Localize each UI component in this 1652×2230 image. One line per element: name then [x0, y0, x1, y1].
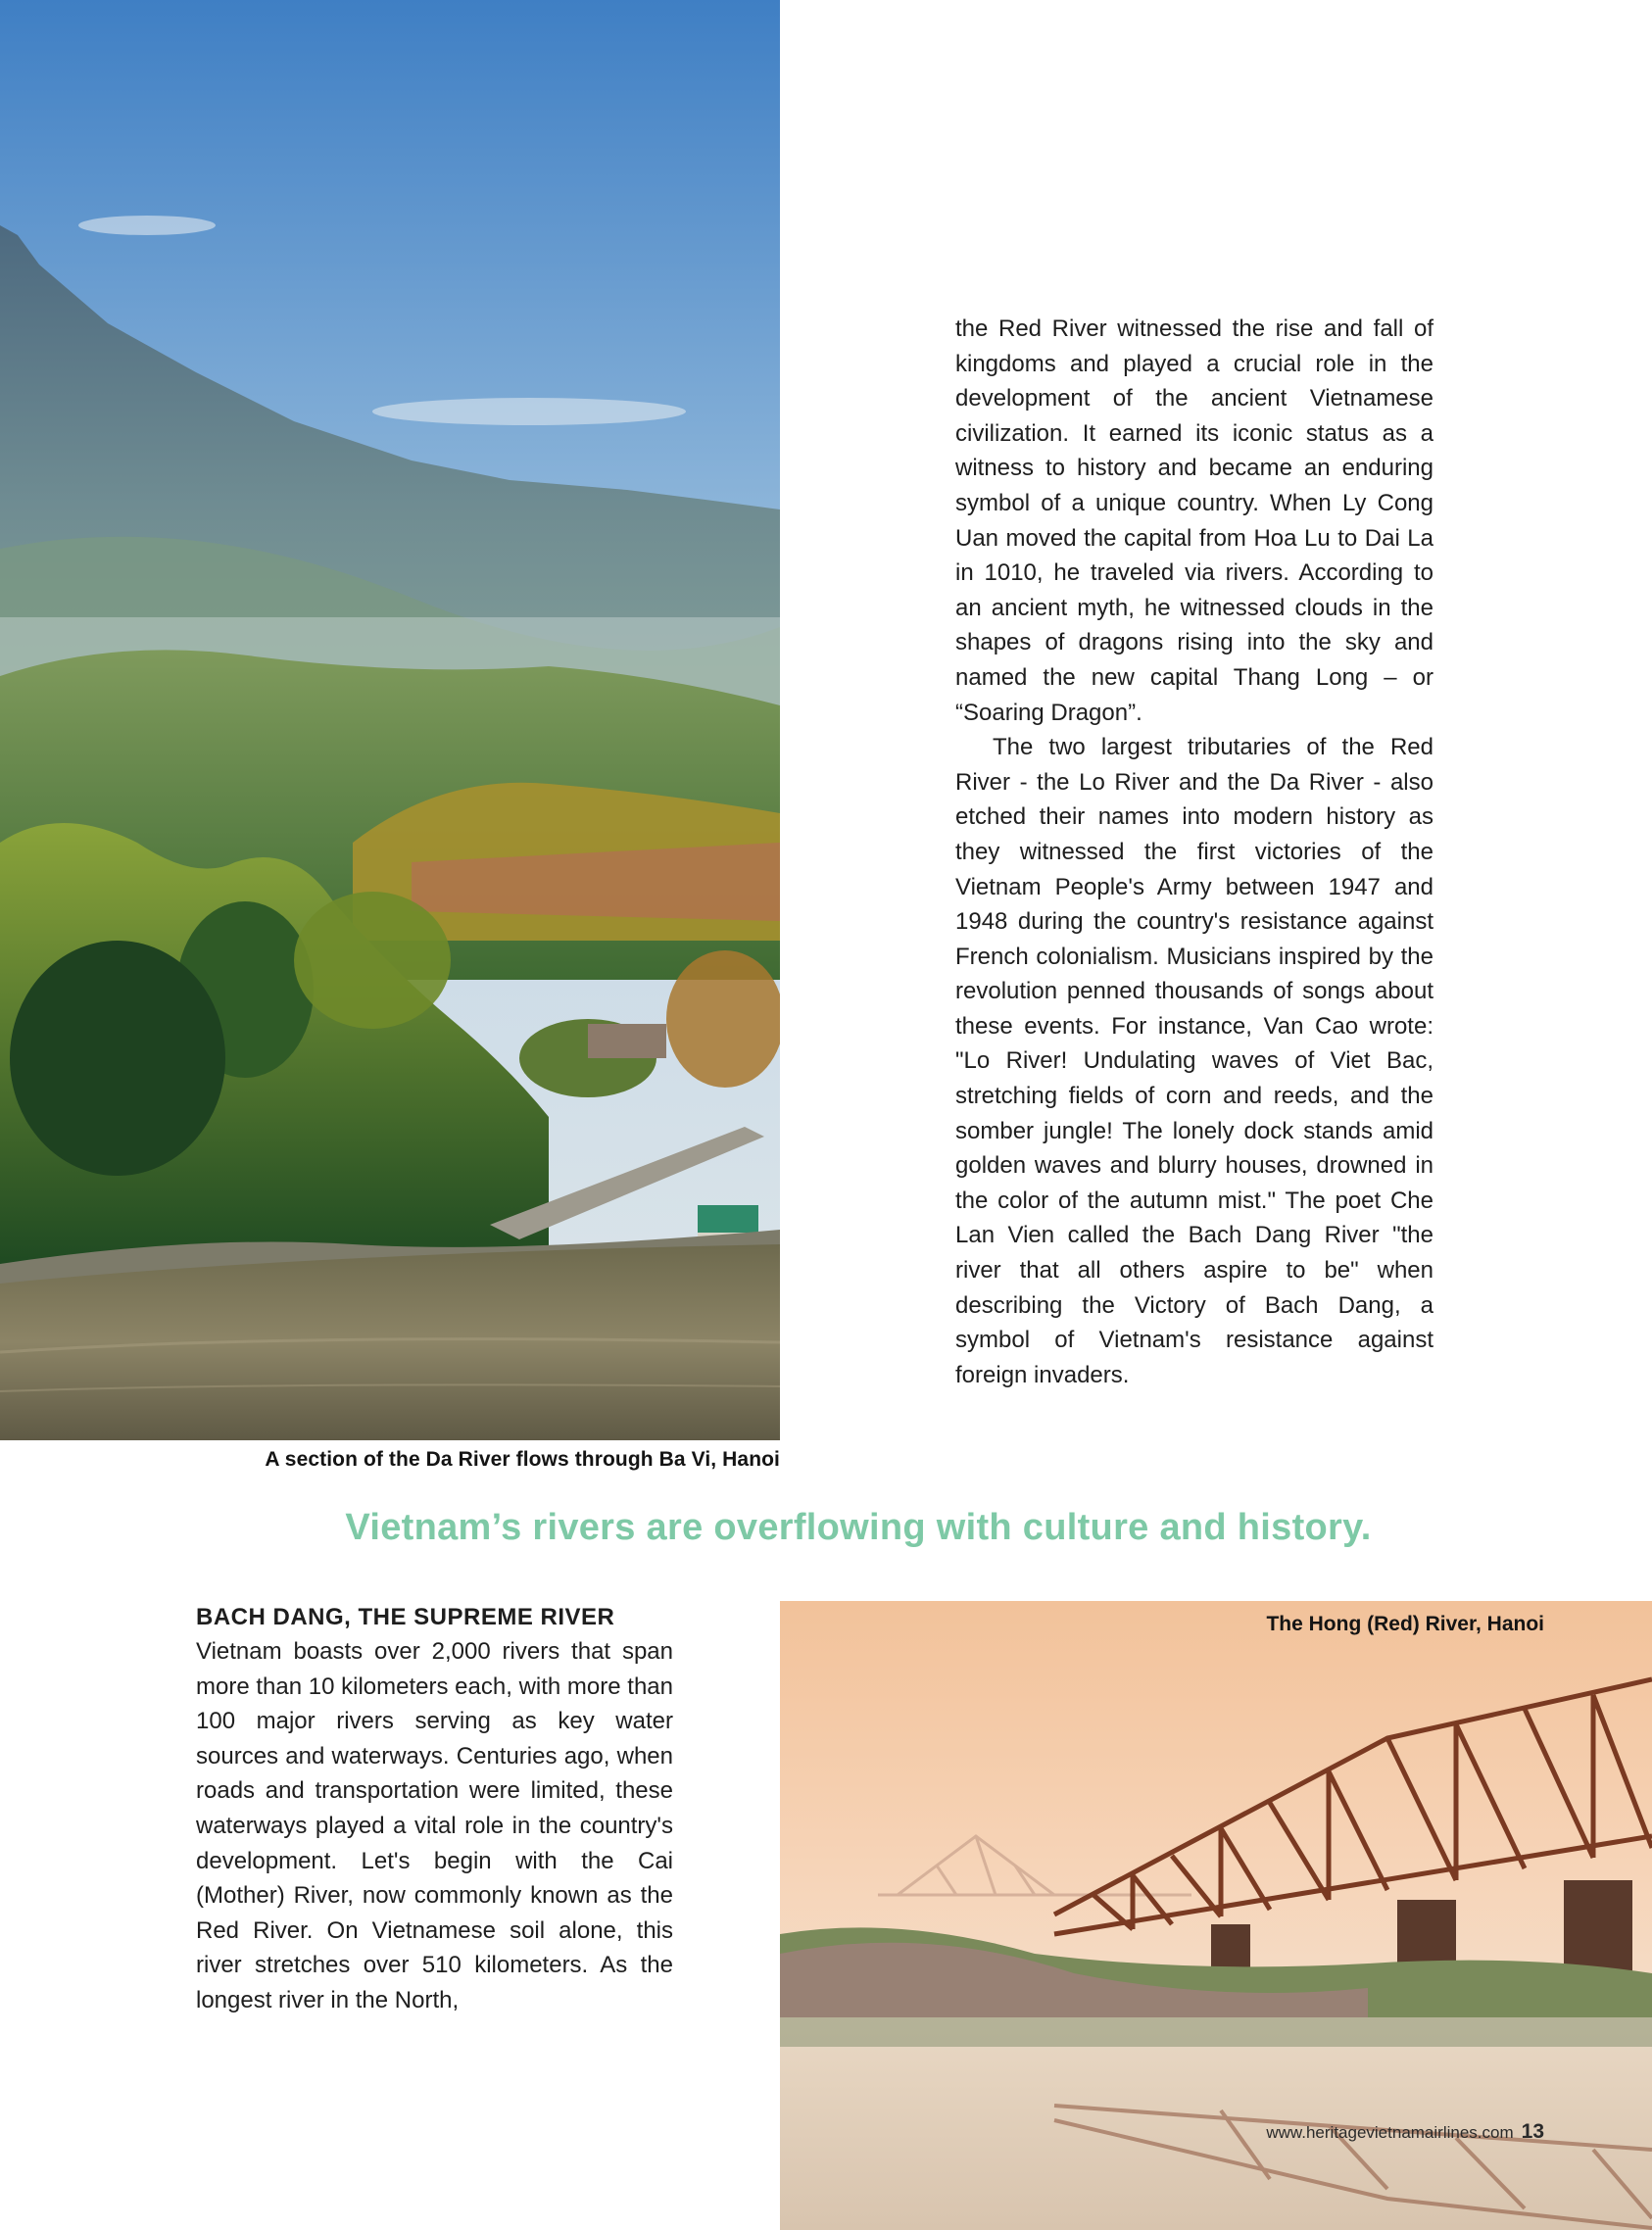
body-paragraph: The two largest tributaries of the Red River - the Lo River and the Da River - also etched their names into modern history as they witnessed the first victories of the Vietnam People's Army between 1947 and 1948 during the country's resistance against French colonialism. Musicians inspired by the revolution penned thousands of songs about these events. For instance, Van Cao wrote: "Lo River! Undulating waves of Viet Bac, stretching fields of corn and reeds, and the somber jungle! The lonely dock stands amid golden waves and blurry houses, drowned in the color of the autumn mist." The poet Che Lan Vien called the Bach Dang River "the river that all others aspire to be" when describing the Victory of Bach Dang, a symbol of Vietnam's resistance against foreign invaders. — [955, 734, 1433, 1388]
article-left-column — [196, 1601, 673, 2018]
da-river-illustration — [0, 0, 780, 1440]
da-river-caption: A section of the Da River flows through Ba Vi, Hanoi — [265, 1448, 780, 1471]
section-heading: BACH DANG, THE SUPREME RIVER — [196, 1604, 615, 1630]
body-paragraph: the Red River witnessed the rise and fall of kingdoms and played a crucial role in the development of the ancient Vietnamese civilization. It earned its iconic status as a witness to history and became an enduring symbol of a unique country. When Ly Cong Uan moved the capital from Hoa Lu to Dai La in 1010, he traveled via rivers. According to an ancient myth, he witnessed clouds in the shapes of dragons rising into the sky and named the new capital Thang Long – or “Soaring Dragon”. — [955, 315, 1433, 726]
website-link[interactable]: www.heritagevietnamairlines.com — [1266, 2123, 1514, 2142]
page-footer — [1176, 2120, 1544, 2144]
page-number: 13 — [1521, 2120, 1544, 2143]
pull-quote: Vietnam’s rivers are overflowing with culture and history. — [345, 1507, 1372, 1548]
body-paragraph: Vietnam boasts over 2,000 rivers that span more than 10 kilometers each, with more than 100 major rivers serving as key water sources and waterways. Centuries ago, when roads and transportation were limited, these waterways played a vital role in the country's development. Let's begin with the Cai (Mother) River, now commonly known as the Red River. On Vietnamese soil alone, this river stretches over 510 kilometers. As the longest river in the North, — [196, 1638, 673, 2013]
da-river-photo — [0, 0, 780, 1440]
bridge-caption: The Hong (Red) River, Hanoi — [1266, 1613, 1544, 1635]
article-right-column — [955, 312, 1433, 1392]
